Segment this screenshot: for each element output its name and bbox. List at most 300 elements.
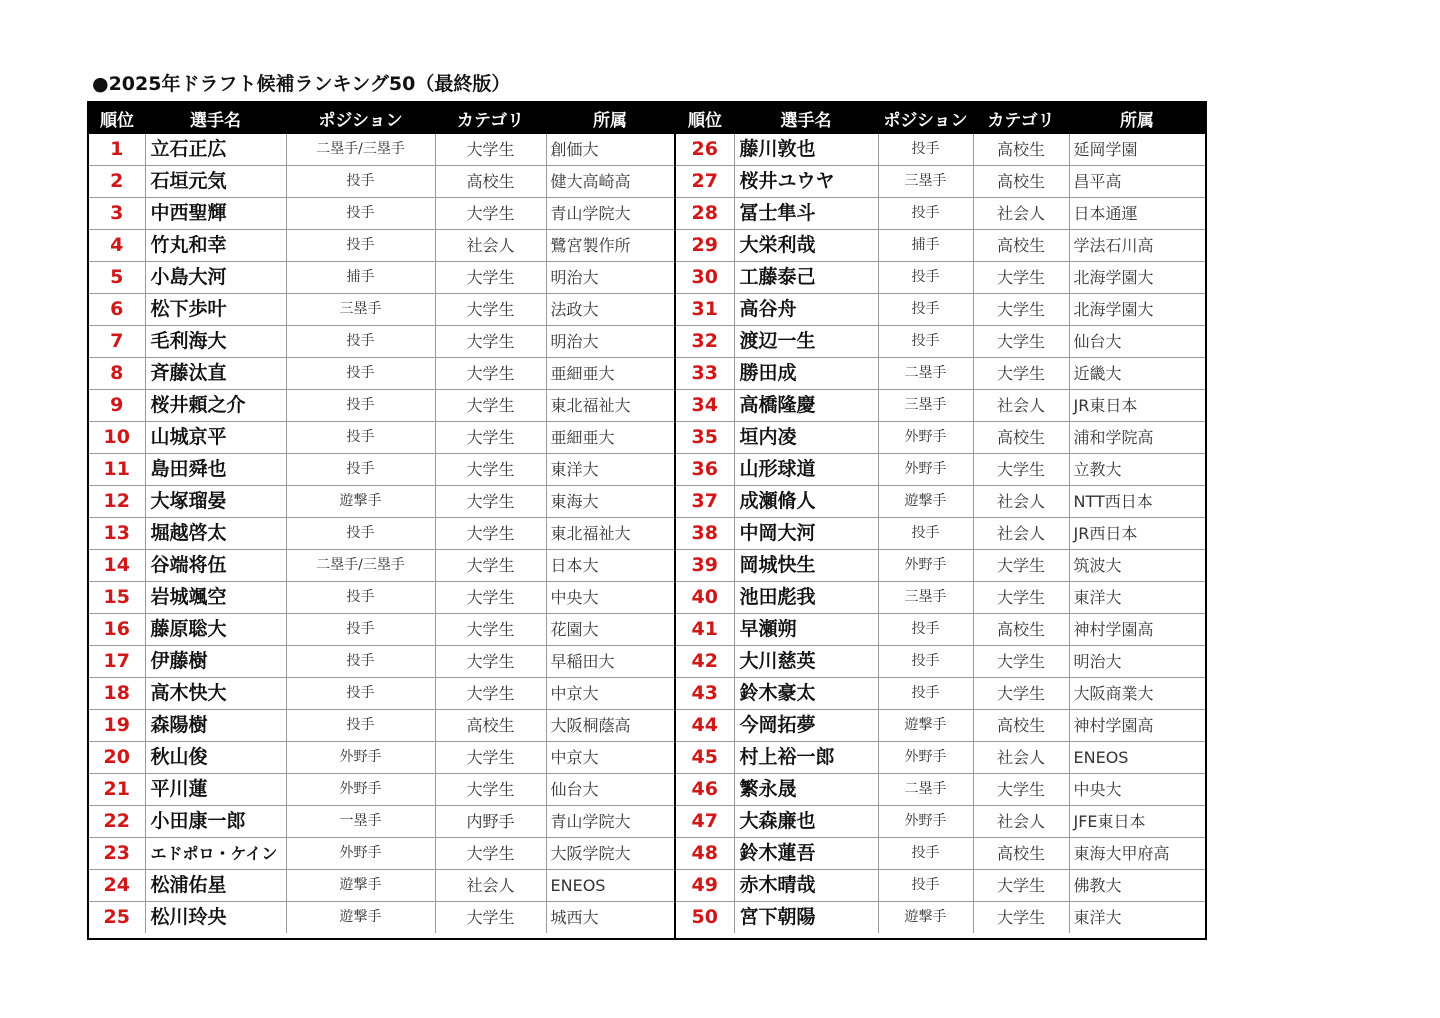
team-cell: 健大高崎高	[546, 166, 674, 198]
rank-cell: 25	[89, 902, 145, 934]
rank-cell: 50	[676, 902, 734, 934]
team-cell: 神村学園高	[1069, 614, 1205, 646]
rank-cell: 33	[676, 358, 734, 390]
rank-cell: 6	[89, 294, 145, 326]
team-cell: 日本通運	[1069, 198, 1205, 230]
category-cell: 大学生	[435, 518, 546, 550]
category-cell: 大学生	[973, 774, 1069, 806]
rank-cell: 10	[89, 422, 145, 454]
category-cell: 大学生	[435, 550, 546, 582]
rank-cell: 41	[676, 614, 734, 646]
team-cell: 中京大	[546, 742, 674, 774]
position-cell: 遊撃手	[878, 486, 973, 518]
position-cell: 一塁手	[286, 806, 435, 838]
rank-cell: 18	[89, 678, 145, 710]
table-row	[676, 326, 1205, 358]
table-row	[676, 550, 1205, 582]
position-cell: 二塁手	[878, 358, 973, 390]
header-team: 所属	[546, 103, 674, 134]
player-name-cell: 谷端将伍	[145, 550, 286, 582]
player-name-cell: 堀越啓太	[145, 518, 286, 550]
player-name-cell: 工藤泰己	[734, 262, 878, 294]
team-cell: 延岡学園	[1069, 134, 1205, 166]
team-cell: 創価大	[546, 134, 674, 166]
rank-cell: 8	[89, 358, 145, 390]
team-cell: 大阪学院大	[546, 838, 674, 870]
page-title: ●2025年ドラフト候補ランキング50（最終版）	[92, 73, 511, 95]
rank-cell: 34	[676, 390, 734, 422]
table-row	[89, 198, 674, 230]
table-row	[676, 902, 1205, 934]
category-cell: 社会人	[435, 230, 546, 262]
player-name-cell: 松下歩叶	[145, 294, 286, 326]
position-cell: 投手	[878, 678, 973, 710]
team-cell: ENEOS	[546, 870, 674, 902]
rank-cell: 35	[676, 422, 734, 454]
team-cell: 日本大	[546, 550, 674, 582]
team-cell: 花園大	[546, 614, 674, 646]
category-cell: 大学生	[973, 358, 1069, 390]
team-cell: 鷺宮製作所	[546, 230, 674, 262]
category-cell: 大学生	[435, 614, 546, 646]
position-cell: 外野手	[878, 454, 973, 486]
header-rank: 順位	[676, 103, 734, 134]
team-cell: 亜細亜大	[546, 422, 674, 454]
table-row	[89, 550, 674, 582]
table-row	[676, 774, 1205, 806]
rank-cell: 36	[676, 454, 734, 486]
header-row	[676, 103, 1205, 134]
position-cell: 投手	[878, 518, 973, 550]
player-name-cell: 松川玲央	[145, 902, 286, 934]
team-cell: 中央大	[546, 582, 674, 614]
player-name-cell: 岩城颯空	[145, 582, 286, 614]
team-cell: 東洋大	[546, 454, 674, 486]
position-cell: 外野手	[878, 806, 973, 838]
player-name-cell: 大塚瑠晏	[145, 486, 286, 518]
position-cell: 投手	[286, 390, 435, 422]
table-row	[89, 518, 674, 550]
position-cell: 投手	[286, 326, 435, 358]
player-name-cell: 平川蓮	[145, 774, 286, 806]
position-cell: 投手	[878, 614, 973, 646]
table-row	[89, 902, 674, 934]
position-cell: 投手	[286, 230, 435, 262]
category-cell: 大学生	[435, 326, 546, 358]
rank-cell: 49	[676, 870, 734, 902]
category-cell: 大学生	[435, 454, 546, 486]
position-cell: 遊撃手	[286, 486, 435, 518]
header-name: 選手名	[734, 103, 878, 134]
rank-cell: 21	[89, 774, 145, 806]
category-cell: 大学生	[973, 678, 1069, 710]
category-cell: 大学生	[435, 902, 546, 934]
category-cell: 高校生	[973, 710, 1069, 742]
table-row	[89, 358, 674, 390]
table-row	[676, 710, 1205, 742]
player-name-cell: 大栄利哉	[734, 230, 878, 262]
player-name-cell: 中西聖輝	[145, 198, 286, 230]
rank-cell: 37	[676, 486, 734, 518]
position-cell: 投手	[286, 198, 435, 230]
rank-cell: 19	[89, 710, 145, 742]
position-cell: 三塁手	[878, 390, 973, 422]
category-cell: 大学生	[435, 742, 546, 774]
team-cell: 明治大	[546, 326, 674, 358]
position-cell: 投手	[878, 294, 973, 326]
position-cell: 外野手	[286, 774, 435, 806]
player-name-cell: 石垣元気	[145, 166, 286, 198]
team-cell: 中京大	[546, 678, 674, 710]
player-name-cell: 秋山俊	[145, 742, 286, 774]
category-cell: 内野手	[435, 806, 546, 838]
category-cell: 大学生	[973, 550, 1069, 582]
position-cell: 外野手	[286, 838, 435, 870]
category-cell: 大学生	[435, 422, 546, 454]
table-row	[89, 582, 674, 614]
category-cell: 大学生	[973, 294, 1069, 326]
rank-cell: 24	[89, 870, 145, 902]
position-cell: 二塁手/三塁手	[286, 134, 435, 166]
rank-cell: 32	[676, 326, 734, 358]
team-cell: 佛教大	[1069, 870, 1205, 902]
category-cell: 大学生	[435, 582, 546, 614]
table-row	[89, 294, 674, 326]
category-cell: 社会人	[973, 742, 1069, 774]
position-cell: 外野手	[878, 742, 973, 774]
team-cell: JFE東日本	[1069, 806, 1205, 838]
player-name-cell: 竹丸和幸	[145, 230, 286, 262]
rank-cell: 5	[89, 262, 145, 294]
team-cell: JR東日本	[1069, 390, 1205, 422]
rank-cell: 13	[89, 518, 145, 550]
category-cell: 社会人	[973, 198, 1069, 230]
player-name-cell: 島田舜也	[145, 454, 286, 486]
table-row	[676, 518, 1205, 550]
category-cell: 高校生	[973, 422, 1069, 454]
table-row	[89, 230, 674, 262]
player-name-cell: 冨士隼斗	[734, 198, 878, 230]
category-cell: 社会人	[973, 390, 1069, 422]
category-cell: 高校生	[973, 166, 1069, 198]
rank-cell: 20	[89, 742, 145, 774]
table-row	[89, 326, 674, 358]
table-row	[676, 582, 1205, 614]
team-cell: 北海学園大	[1069, 294, 1205, 326]
category-cell: 大学生	[435, 486, 546, 518]
player-name-cell: 鈴木蓮吾	[734, 838, 878, 870]
position-cell: 投手	[878, 326, 973, 358]
category-cell: 大学生	[435, 774, 546, 806]
position-cell: 投手	[286, 710, 435, 742]
ranking-table-right	[676, 103, 1205, 933]
position-cell: 投手	[878, 646, 973, 678]
table-row	[89, 742, 674, 774]
player-name-cell: 早瀬朔	[734, 614, 878, 646]
category-cell: 高校生	[973, 134, 1069, 166]
position-cell: 三塁手	[286, 294, 435, 326]
table-row	[676, 262, 1205, 294]
table-row	[676, 838, 1205, 870]
category-cell: 大学生	[973, 326, 1069, 358]
category-cell: 大学生	[973, 902, 1069, 934]
rank-cell: 2	[89, 166, 145, 198]
position-cell: 遊撃手	[286, 870, 435, 902]
player-name-cell: 村上裕一郎	[734, 742, 878, 774]
ranking-table-frame	[87, 101, 1207, 940]
position-cell: 投手	[286, 454, 435, 486]
table-row	[676, 134, 1205, 166]
team-cell: 大阪商業大	[1069, 678, 1205, 710]
player-name-cell: 小田康一郎	[145, 806, 286, 838]
rank-cell: 27	[676, 166, 734, 198]
position-cell: 投手	[286, 646, 435, 678]
player-name-cell: 渡辺一生	[734, 326, 878, 358]
rank-cell: 22	[89, 806, 145, 838]
category-cell: 大学生	[973, 262, 1069, 294]
rank-cell: 31	[676, 294, 734, 326]
category-cell: 高校生	[973, 838, 1069, 870]
table-row	[89, 262, 674, 294]
header-team: 所属	[1069, 103, 1205, 134]
category-cell: 高校生	[973, 614, 1069, 646]
rank-cell: 26	[676, 134, 734, 166]
header-rank: 順位	[89, 103, 145, 134]
rank-cell: 7	[89, 326, 145, 358]
player-name-cell: 赤木晴哉	[734, 870, 878, 902]
table-row	[676, 742, 1205, 774]
team-cell: 昌平高	[1069, 166, 1205, 198]
table-row	[89, 166, 674, 198]
category-cell: 社会人	[973, 486, 1069, 518]
player-name-cell: 宮下朝陽	[734, 902, 878, 934]
rank-cell: 30	[676, 262, 734, 294]
player-name-cell: 垣内凌	[734, 422, 878, 454]
rank-cell: 45	[676, 742, 734, 774]
position-cell: 外野手	[286, 742, 435, 774]
table-row	[89, 454, 674, 486]
position-cell: 捕手	[878, 230, 973, 262]
rank-cell: 29	[676, 230, 734, 262]
table-row	[676, 390, 1205, 422]
player-name-cell: 松浦佑星	[145, 870, 286, 902]
team-cell: 中央大	[1069, 774, 1205, 806]
team-cell: 学法石川高	[1069, 230, 1205, 262]
player-name-cell: 桜井頼之介	[145, 390, 286, 422]
category-cell: 大学生	[973, 582, 1069, 614]
player-name-cell: 成瀬脩人	[734, 486, 878, 518]
table-row	[89, 422, 674, 454]
rank-cell: 46	[676, 774, 734, 806]
position-cell: 外野手	[878, 422, 973, 454]
category-cell: 大学生	[435, 294, 546, 326]
player-name-cell: 高橋隆慶	[734, 390, 878, 422]
player-name-cell: 山城京平	[145, 422, 286, 454]
position-cell: 投手	[878, 262, 973, 294]
category-cell: 大学生	[435, 134, 546, 166]
player-name-cell: 繁永晟	[734, 774, 878, 806]
table-row	[676, 454, 1205, 486]
header-position: ポジション	[286, 103, 435, 134]
category-cell: 高校生	[435, 710, 546, 742]
position-cell: 捕手	[286, 262, 435, 294]
category-cell: 社会人	[973, 806, 1069, 838]
position-cell: 外野手	[878, 550, 973, 582]
table-row	[676, 646, 1205, 678]
category-cell: 大学生	[435, 358, 546, 390]
rank-cell: 16	[89, 614, 145, 646]
team-cell: 浦和学院高	[1069, 422, 1205, 454]
position-cell: 二塁手	[878, 774, 973, 806]
rank-cell: 12	[89, 486, 145, 518]
rank-cell: 39	[676, 550, 734, 582]
player-name-cell: 大森廉也	[734, 806, 878, 838]
rank-cell: 44	[676, 710, 734, 742]
table-row	[89, 486, 674, 518]
table-row	[676, 230, 1205, 262]
table-row	[676, 806, 1205, 838]
position-cell: 投手	[286, 358, 435, 390]
player-name-cell: 藤川敦也	[734, 134, 878, 166]
table-row	[676, 486, 1205, 518]
position-cell: 遊撃手	[878, 902, 973, 934]
table-row	[89, 614, 674, 646]
category-cell: 大学生	[435, 646, 546, 678]
team-cell: 仙台大	[1069, 326, 1205, 358]
category-cell: 大学生	[435, 678, 546, 710]
position-cell: 投手	[286, 582, 435, 614]
category-cell: 大学生	[973, 870, 1069, 902]
position-cell: 遊撃手	[878, 710, 973, 742]
position-cell: 投手	[286, 422, 435, 454]
category-cell: 大学生	[973, 454, 1069, 486]
team-cell: 青山学院大	[546, 198, 674, 230]
table-row	[676, 614, 1205, 646]
rank-cell: 48	[676, 838, 734, 870]
team-cell: 法政大	[546, 294, 674, 326]
category-cell: 大学生	[973, 646, 1069, 678]
player-name-cell: 毛利海大	[145, 326, 286, 358]
table-row	[676, 870, 1205, 902]
table-row	[89, 838, 674, 870]
rank-cell: 28	[676, 198, 734, 230]
category-cell: 大学生	[435, 262, 546, 294]
table-row	[676, 166, 1205, 198]
player-name-cell: 桜井ユウヤ	[734, 166, 878, 198]
team-cell: 早稲田大	[546, 646, 674, 678]
rank-cell: 38	[676, 518, 734, 550]
team-cell: 明治大	[1069, 646, 1205, 678]
player-name-cell: 高谷舟	[734, 294, 878, 326]
team-cell: 近畿大	[1069, 358, 1205, 390]
team-cell: 仙台大	[546, 774, 674, 806]
team-cell: 筑波大	[1069, 550, 1205, 582]
position-cell: 投手	[878, 198, 973, 230]
header-category: カテゴリ	[973, 103, 1069, 134]
player-name-cell: 池田彪我	[734, 582, 878, 614]
player-name-cell: 小島大河	[145, 262, 286, 294]
team-cell: 東洋大	[1069, 902, 1205, 934]
category-cell: 大学生	[435, 390, 546, 422]
table-row	[89, 774, 674, 806]
rank-cell: 17	[89, 646, 145, 678]
rank-cell: 42	[676, 646, 734, 678]
player-name-cell: 山形球道	[734, 454, 878, 486]
category-cell: 高校生	[973, 230, 1069, 262]
category-cell: 高校生	[435, 166, 546, 198]
table-row	[676, 294, 1205, 326]
player-name-cell: 勝田成	[734, 358, 878, 390]
ranking-table-left	[89, 103, 674, 933]
team-cell: NTT西日本	[1069, 486, 1205, 518]
player-name-cell: 今岡拓夢	[734, 710, 878, 742]
position-cell: 投手	[878, 134, 973, 166]
category-cell: 大学生	[435, 838, 546, 870]
rank-cell: 40	[676, 582, 734, 614]
position-cell: 二塁手/三塁手	[286, 550, 435, 582]
team-cell: ENEOS	[1069, 742, 1205, 774]
position-cell: 投手	[286, 518, 435, 550]
player-name-cell: 中岡大河	[734, 518, 878, 550]
rank-cell: 23	[89, 838, 145, 870]
rank-cell: 14	[89, 550, 145, 582]
table-row	[89, 710, 674, 742]
header-category: カテゴリ	[435, 103, 546, 134]
table-row	[89, 390, 674, 422]
category-cell: 社会人	[435, 870, 546, 902]
position-cell: 遊撃手	[286, 902, 435, 934]
player-name-cell: 伊藤樹	[145, 646, 286, 678]
player-name-cell: 大川慈英	[734, 646, 878, 678]
player-name-cell: 斉藤汰直	[145, 358, 286, 390]
team-cell: 東北福祉大	[546, 518, 674, 550]
rank-cell: 11	[89, 454, 145, 486]
team-cell: 東海大甲府高	[1069, 838, 1205, 870]
header-position: ポジション	[878, 103, 973, 134]
team-cell: 城西大	[546, 902, 674, 934]
rank-cell: 43	[676, 678, 734, 710]
team-cell: 明治大	[546, 262, 674, 294]
player-name-cell: 藤原聡大	[145, 614, 286, 646]
table-row	[89, 678, 674, 710]
header-row	[89, 103, 674, 134]
position-cell: 投手	[286, 678, 435, 710]
rank-cell: 47	[676, 806, 734, 838]
position-cell: 投手	[878, 870, 973, 902]
table-row	[676, 422, 1205, 454]
team-cell: 青山学院大	[546, 806, 674, 838]
table-row	[89, 134, 674, 166]
rank-cell: 15	[89, 582, 145, 614]
table-row	[676, 198, 1205, 230]
rank-cell: 3	[89, 198, 145, 230]
table-row	[89, 806, 674, 838]
player-name-cell: エドポロ・ケイン	[145, 838, 286, 870]
table-row	[89, 870, 674, 902]
player-name-cell: 立石正広	[145, 134, 286, 166]
position-cell: 三塁手	[878, 582, 973, 614]
position-cell: 三塁手	[878, 166, 973, 198]
team-cell: 亜細亜大	[546, 358, 674, 390]
category-cell: 大学生	[435, 198, 546, 230]
position-cell: 投手	[286, 614, 435, 646]
team-cell: 神村学園高	[1069, 710, 1205, 742]
table-row	[676, 678, 1205, 710]
team-cell: JR西日本	[1069, 518, 1205, 550]
table-row	[676, 358, 1205, 390]
position-cell: 投手	[286, 166, 435, 198]
player-name-cell: 鈴木豪太	[734, 678, 878, 710]
